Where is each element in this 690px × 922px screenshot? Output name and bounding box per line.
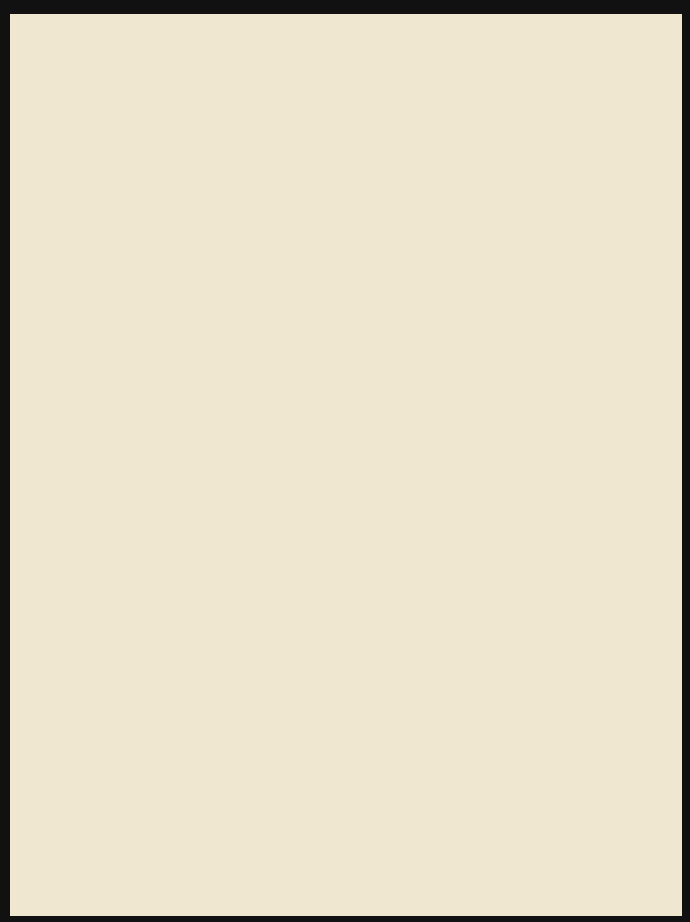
chart-sheet (10, 14, 682, 916)
race-nationality-diagram (105, 639, 675, 878)
race-diagram-svg (105, 639, 675, 874)
